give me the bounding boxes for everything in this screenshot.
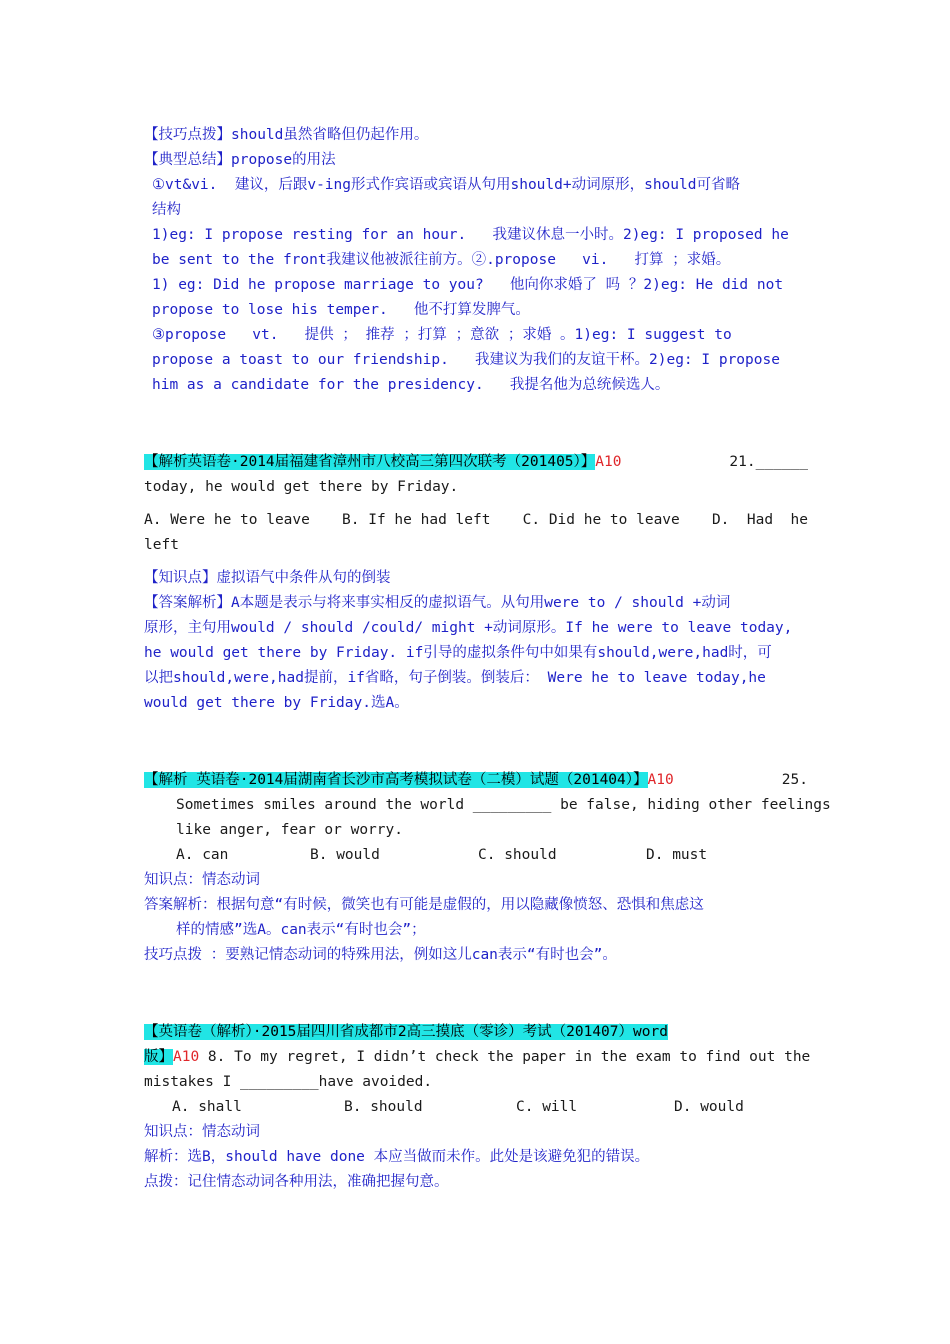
q21-option-d: D. Had he: [711, 512, 808, 528]
q21-option-b: B. If he had left: [342, 512, 491, 528]
usage-line: propose a toast to our friendship. 我建议为我们的友谊干杯。2)eg: I propose: [152, 352, 780, 368]
q21-code: A10: [595, 454, 622, 470]
q21-knowledge: 【知识点】虚拟语气中条件从句的倒装: [144, 570, 391, 586]
q21-analysis: 【答案解析】A本题是表示与将来事实相反的虚拟语气。从句用were to / should +动词: [144, 595, 731, 611]
summary-title: 【典型总结】propose的用法: [144, 152, 336, 168]
q8-options: [144, 1095, 808, 1120]
q21-analysis: 原形，主句用would / should /could/ might +动词原形。If he were to leave today,: [144, 620, 793, 636]
q8-knowledge: 知识点：情态动词: [144, 1124, 260, 1140]
q25-analysis: 答案解析：根据句意“有时候，微笑也有可能是虚假的，用以隐藏像愤怒、恐惧和焦虑这: [144, 897, 704, 913]
usage-line: be sent to the front我建议他被派往前方。②.propose vi. 打算 ；求婚。: [152, 252, 731, 268]
usage-line: 1) eg: Did he propose marriage to you? 他向你求婚了 吗 ？2)eg: He did not: [152, 277, 784, 293]
q21-options: [144, 508, 808, 533]
q25-options: [144, 843, 808, 868]
q8-code: A10: [173, 1049, 200, 1065]
q21-source: 【解析英语卷·2014届福建省漳州市八校高三第四次联考（201405）】: [144, 454, 596, 470]
q8-option-d: D. would: [674, 1099, 744, 1115]
q8-stem: mistakes I _________have avoided.: [144, 1074, 433, 1090]
q21-option-c: C. Did he to leave: [522, 512, 680, 528]
q8-analysis: 解析：选B，should have done 本应当做而未作。此处是该避免犯的错误。: [144, 1149, 650, 1165]
usage-line: ①vt&vi. 建议，后跟v-ing形式作宾语或宾语从句用should+动词原形，should可省略: [152, 177, 740, 193]
usage-line: 1)eg: I propose resting for an hour. 我建议休息一小时。2)eg: I proposed he: [152, 227, 789, 243]
q25-stem: Sometimes smiles around the world _________ be false, hiding other feelings: [176, 797, 831, 813]
propose-usage: [144, 173, 808, 398]
q25-knowledge: 知识点：情态动词: [144, 872, 260, 888]
q21-analysis: would get there by Friday.选A。: [144, 695, 409, 711]
q8-source: 【英语卷（解析）·2015届四川省成都市2高三摸底（零诊）考试（201407）word: [144, 1024, 668, 1040]
q8-stem: [144, 1045, 811, 1070]
usage-line: him as a candidate for the presidency. 我提名他为总统候选人。: [152, 377, 670, 393]
q25-option-b: B. would: [310, 847, 380, 863]
document-page: [144, 123, 831, 1195]
q8-source-cont: 版】: [144, 1049, 173, 1065]
q25-header: [144, 768, 808, 793]
q21-analysis: 以把should,were,had提前，if省略，句子倒装。倒装后： Were he to leave today,he: [144, 670, 766, 686]
q25-analysis: 样的情感”选A。can表示“有时也会”；: [176, 922, 426, 938]
usage-line: propose to lose his temper. 他不打算发脾气。: [152, 302, 530, 318]
q25-number: 25.: [781, 772, 808, 788]
q25-option-a: A. can: [176, 847, 229, 863]
q25-code: A10: [647, 772, 674, 788]
q8-option-a: A. shall: [172, 1099, 242, 1115]
q21-number: 21.______: [729, 454, 808, 470]
q25-option-c: C. should: [478, 847, 557, 863]
q21-analysis: he would get there by Friday. if引导的虚拟条件句中如果有should,were,had时，可: [144, 645, 772, 661]
q25-stem: like anger, fear or worry.: [176, 822, 403, 838]
q21-option-a: A. Were he to leave: [144, 512, 310, 528]
q8-stem-text: 8. To my regret, I didn’t check the paper in the exam to find out the: [199, 1049, 811, 1065]
usage-line: ③propose vt. 提供 ； 推荐 ；打算 ；意欲 ；求婚 。1)eg: I suggest to: [152, 327, 732, 343]
q8-option-b: B. should: [344, 1099, 423, 1115]
q8-tip: 点拨：记住情态动词各种用法，准确把握句意。: [144, 1174, 449, 1190]
q25-source: 【解析 英语卷·2014届湖南省长沙市高考模拟试卷（二模）试题（201404）】: [144, 772, 648, 788]
q25-tip: 技巧点拨 ：要熟记情态动词的特殊用法，例如这儿can表示“有时也会”。: [144, 947, 617, 963]
q21-option-d-cont: left: [144, 537, 179, 553]
q8-header: [144, 1020, 808, 1045]
q8-option-c: C. will: [516, 1099, 578, 1115]
q21-header: [144, 450, 808, 475]
q21-stem: today, he would get there by Friday.: [144, 479, 459, 495]
tip-line: 【技巧点拨】should虽然省略但仍起作用。: [144, 127, 429, 143]
q25-option-d: D. must: [646, 847, 708, 863]
usage-line: 结构: [152, 202, 181, 218]
